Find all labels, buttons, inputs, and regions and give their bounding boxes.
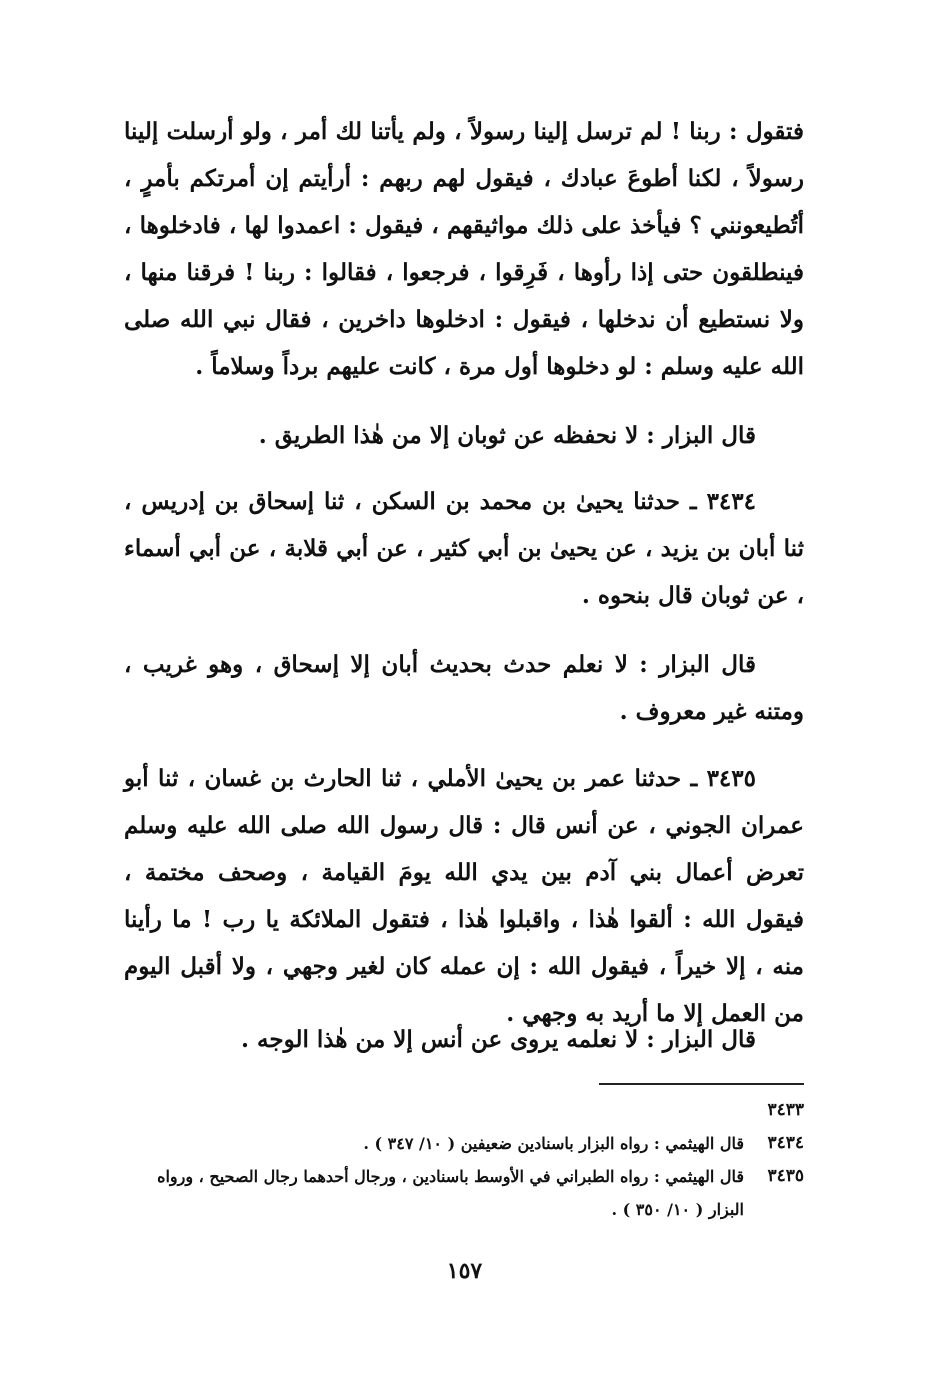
bazzar-comment: قال البزار : لا نعلمه يروى عن أنس إلا من هٰذا الوجه . bbox=[241, 1026, 756, 1053]
footnote-text bbox=[124, 1094, 744, 1127]
footnote-text: قال الهيثمي : رواه البزار باسنادين ضعيفين ( ١٠/ ٣٤٧ ) . bbox=[363, 1134, 744, 1153]
bazzar-comment: قال البزار : لا نحفظه عن ثوبان إلا من هٰذا الطريق . bbox=[258, 422, 756, 449]
footnote-text: قال الهيثمي : رواه الطبراني في الأوسط باسنادين ، ورجال أحدهما رجال الصحيح ، ورواه البزار ( ١٠/ ٣٥٠ ) . bbox=[157, 1167, 744, 1219]
page-number: ١٥٧ bbox=[446, 1258, 483, 1284]
footnote-number: ٣٤٣٥ bbox=[767, 1166, 804, 1186]
bazzar-comment: قال البزار : لا نعلم حدث بحديث أبان إلا إسحاق ، وهو غريب ، ومتنه غير معروف . bbox=[124, 651, 804, 725]
hadith-3435-paragraph: ٣٤٣٥ ـ حدثنا عمر بن يحيىٰ الأملي ، ثنا الحارث بن غسان ، ثنا أبو عمران الجوني ، عن أنس قال : قال رسول الله صلى الله عليه وسلم تعرض أعمال بني آدم بين يدي الله يومَ القيامة ، وصحف مختمة ، فيقول الله : ألقوا هٰذا ، واقبلوا هٰذا ، فتقول الملائكة يا رب ! ما رأينا منه ، إلا خيراً ، فيقول الله : إن عمله كان لغير وجهي ، ولا أقبل اليوم من العمل إلا ما أريد به وجهي . bbox=[124, 765, 804, 1027]
footnote-item bbox=[124, 1127, 804, 1160]
footnote-number: ٣٤٣٤ bbox=[767, 1133, 804, 1153]
footnotes bbox=[124, 1094, 804, 1226]
hadith-3434-paragraph: ٣٤٣٤ ـ حدثنا يحيىٰ بن محمد بن السكن ، ثنا إسحاق بن إدريس ، ثنا أبان بن يزيد ، عن يحيىٰ بن أبي كثير ، عن أبي قلابة ، عن أبي أسماء ، عن ثوبان قال بنحوه . bbox=[124, 488, 804, 609]
footnote-item bbox=[124, 1094, 804, 1127]
footnote-number: ٣٤٣٣ bbox=[767, 1100, 804, 1120]
footnote-item bbox=[124, 1160, 804, 1226]
hadith-text-paragraph: فتقول : ربنا ! لم ترسل إلينا رسولاً ، ولم يأتنا لك أمر ، ولو أرسلت إلينا رسولاً ، لكنا أطوعَ عبادك ، فيقول لهم ربهم : أرأيتم إن أمرتكم بأمرٍ ، أتُطيعونني ؟ فيأخذ على ذلك مواثيقهم ، فيقول : اعمدوا لها ، فادخلوها ، فينطلقون حتى إذا رأوها ، فَرِقوا ، فرجعوا ، فقالوا : ربنا ! فرقنا منها ، ولا نستطيع أن ندخلها ، فيقول : ادخلوها داخرين ، فقال نبي الله صلى الله عليه وسلم : لو دخلوها أول مرة ، كانت عليهم برداً وسلاماً . bbox=[124, 118, 804, 380]
footnote-divider bbox=[599, 1083, 804, 1085]
